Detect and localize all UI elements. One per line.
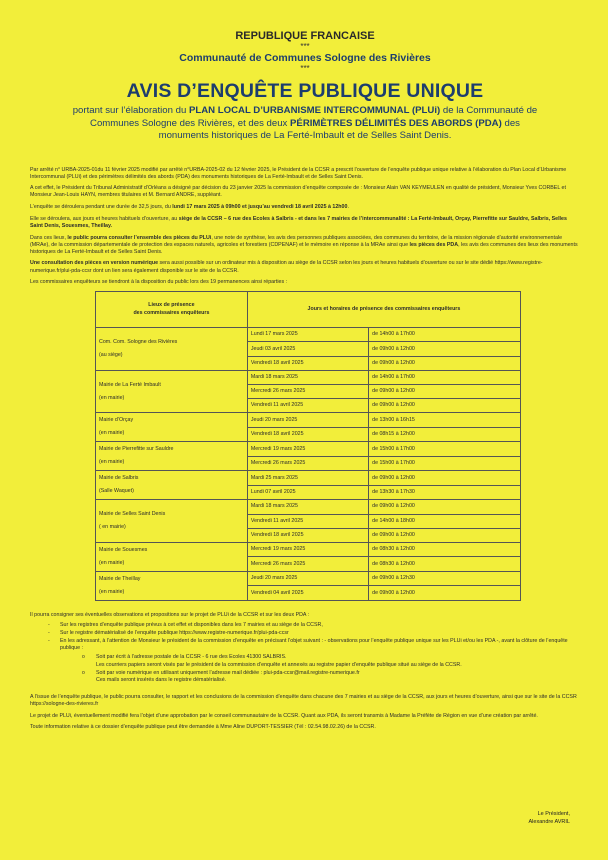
sub-list-item — [96, 654, 580, 668]
enquete-dates: lundi 17 mars 2025 à 09h00 et jusqu’au vendredi 18 avril 2025 à 12h00 — [172, 204, 348, 211]
cell-horaires: de 15h00 à 17h00 — [369, 456, 521, 471]
republique-heading: REPUBLIQUE FRANCAISE — [235, 30, 375, 42]
permanences-body — [96, 328, 521, 601]
sub-list-item — [96, 670, 580, 684]
header-lieux-line: Lieux de présence — [148, 302, 195, 309]
cell-date: Mercredi 26 mars 2025 — [247, 557, 368, 572]
table-row — [96, 500, 521, 514]
cell-date: Lundi 07 avril 2025 — [247, 485, 368, 500]
list-item: - Sur le registre dématérialisé de l’enquête publique https://www.registre-numerique.fr/plui-pda-ccsr — [60, 630, 580, 637]
cell-date: Jeudi 20 mars 2025 — [247, 571, 368, 586]
cell-date: Mardi 25 mars 2025 — [247, 471, 368, 486]
table-row — [96, 571, 521, 586]
text: sera aussi possible sur un ordinateur mis à disposition au siège de la CCSR selon les jours et heures habituels d’ouverture ou sur le site dédié https://www.registre-numerique.fr/plui-pda-ccsr dont un lien sera également disponible sur le site de la CCSR. — [30, 260, 543, 274]
signature-role: Le Président, — [537, 811, 570, 817]
cell-date: Vendredi 18 avril 2025 — [247, 356, 368, 370]
cell-horaires: de 13h30 à 17h30 — [369, 485, 521, 500]
cell-lieu — [96, 471, 248, 500]
observations-list — [30, 622, 580, 684]
notice-title: AVIS D’ENQUÊTE PUBLIQUE UNIQUE — [126, 80, 484, 102]
lieu-line: (en mairie) — [99, 459, 125, 466]
text: o Soit par écrit à l’adresse postale de la CCSR - 6 rue des Ecoles 41300 SALBRIS. — [96, 654, 287, 661]
table-row — [96, 370, 521, 384]
subtitle-plui: PLAN LOCAL D’URBANISME INTERCOMMUNAL (PLUi) — [188, 105, 441, 116]
paragraph-rapport: A l’issue de l’enquête publique, le public pourra consulter, le rapport et les conclusions de la commission d’enquête dans chacune des 7 mairies et au siège de la CCSR, aux jours et heures d’ouverture, ainsi que sur le site de la CCSR https://sologne-des-rivieres.fr — [30, 693, 577, 707]
cell-horaires: de 09h00 à 12h00 — [369, 385, 521, 399]
lieu-line: Mairie de La Ferté Imbault — [99, 381, 161, 388]
communaute-heading: Communauté de Communes Sologne des Rivières — [179, 52, 431, 64]
permanences-table — [95, 291, 521, 601]
text: Les courriers papiers seront visés par le président de la commission d’enquête et annexés au registre papier d’enquête publique situé au siège de la CCSR. — [96, 661, 462, 668]
cell-horaires: de 09h00 à 12h30 — [369, 571, 521, 586]
cell-date: Vendredi 11 avril 2025 — [247, 399, 368, 413]
cell-date: Vendredi 11 avril 2025 — [247, 514, 368, 528]
cell-horaires: de 15h00 à 17h00 — [369, 442, 521, 457]
cell-lieu — [96, 500, 248, 543]
separator-stars: *** — [300, 42, 310, 51]
cell-date: Mercredi 26 mars 2025 — [247, 456, 368, 471]
paragraph-duree — [30, 204, 580, 211]
lieux-list: siège de la CCSR – 6 rue des Ecoles à Salbris - et dans les 7 mairies de l’intercommunalité : La Ferté-Imbault, Orçay, Pierrefitte sur Sauldre, Salbris, Selles Saint Denis, Souesmes, Theillay. — [30, 215, 567, 229]
cell-horaires: de 14h00 à 17h00 — [369, 328, 521, 342]
lieu-line: Mairie de Souesmes — [99, 546, 148, 553]
cell-horaires: de 09h00 à 12h00 — [369, 356, 521, 370]
notice-header — [30, 30, 580, 143]
paragraph-approbation: Le projet de PLUi, éventuellement modifié fera l’objet d’une approbation par le conseil communautaire de la CCSR. Quant aux PDA, ils seront transmis à Madame la Préfète de Région en vue d’une création par arrêté. — [30, 712, 538, 719]
text: o Soit par voie numérique en utilisant uniquement l’adresse mail dédiée : plui-pda-ccsr@mail.registre-numerique.fr — [96, 669, 360, 676]
consultation-numerique: Une consultation des pièces en version numérique — [30, 260, 159, 267]
cell-lieu — [96, 370, 248, 413]
lieu-line: Com. Com. Sologne des Rivières — [99, 339, 178, 346]
cell-horaires: de 09h00 à 12h00 — [369, 528, 521, 542]
text: En les adressant, à l’attention de Monsieur le président de la commission d’enquête en précisant l’objet suivant : - observations pour l’enquête publique unique sur les PLUi et/ou les PDA -, avant la clôture de l’enquête publique : — [60, 638, 568, 652]
text: , une note de synthèse, les avis des personnes publiques associées, des communes du territoire, de la mission régionale d’autorité environnementale (MRAe), de la commission départementale de protection des espaces naturels, agricoles et forestiers (CDPENAF) et le mémoire en réponse à la MRAe ainsi que — [30, 234, 563, 248]
cell-horaires: de 08h30 à 12h00 — [369, 557, 521, 572]
table-header-row — [96, 292, 521, 328]
cell-horaires: de 09h00 à 12h00 — [369, 342, 521, 356]
text: Dans ces lieux, — [30, 234, 68, 241]
notice-body — [30, 167, 580, 732]
lieu-line: ( en mairie) — [99, 524, 126, 531]
lieu-line: (Salle Waquet) — [99, 488, 134, 495]
cell-horaires: de 09h00 à 12h00 — [369, 471, 521, 486]
paragraph-arrete: Par arrêté n° URBA-2025-01du 11 février 2025 modifié par arrêté n°URBA-2025-02 du 12 février 2025, le Président de la CCSR a prescrit l’ouverture de l’enquête publique unique relative à l’élaboration du Plan Local d’Urbanisme Intercommunal (PLUi) et des périmètres délimités des abords (PDA) des monuments historiques de La Ferté-Imbault et de Selles Saint Denis. — [30, 166, 567, 180]
list-item — [60, 638, 580, 684]
text: L’enquête se déroulera pendant une durée de 32,5 jours, du — [30, 204, 173, 211]
lieu-line: Mairie de Theillay — [99, 575, 141, 582]
paragraph-commission: A cet effet, le Président du Tribunal Administratif d’Orléans a désigné par décision du 23 janvier 2025 la commission d’enquête composée de : Monsieur Alain VAN KEYMEULEN en qualité de président, Monsieur Yves CORBEL et Monsieur Jean-Louis HAYN, membres titulaires et M. Bernard ANDRE, suppléant. — [30, 185, 566, 199]
subtitle-text: des monuments historiques de La Ferté-Imbault et de Selles Saint Denis. — [158, 117, 520, 141]
pieces-pda: les pièces des PDA — [409, 241, 459, 248]
paragraph-observations: Il pourra consigner ses éventuelles observations et propositions sur le projet de PLUi de la CCSR et sur les deux PDA : — [30, 611, 310, 618]
cell-horaires: de 14h00 à 18h00 — [369, 514, 521, 528]
paragraph-numerique — [30, 260, 580, 274]
pieces-plui: le public pourra consulter l’ensemble des pièces du PLUi — [67, 234, 212, 241]
signature-block — [529, 810, 570, 826]
table-row — [96, 442, 521, 457]
cell-lieu — [96, 413, 248, 442]
cell-horaires: de 09h00 à 12h00 — [369, 500, 521, 514]
signature-name: Alexandre AVRIL — [528, 819, 570, 825]
lieu-line: (en mairie) — [99, 394, 125, 401]
cell-horaires: de 14h00 à 17h00 — [369, 370, 521, 384]
lieu-line: Mairie d’Orçay — [99, 417, 134, 424]
paragraph-lieux — [30, 216, 580, 230]
cell-horaires: de 08h30 à 12h00 — [369, 542, 521, 557]
table-row — [96, 328, 521, 342]
header-lieux — [96, 292, 248, 328]
subtitle-pda: PÉRIMÈTRES DÉLIMITÉS DES ABORDS (PDA) — [290, 117, 502, 129]
text: Ces mails seront insérés dans le registre dématérialisé. — [96, 676, 227, 683]
cell-date: Mercredi 19 mars 2025 — [247, 442, 368, 457]
subtitle-text: portant sur l’élaboration du — [72, 105, 189, 116]
cell-lieu — [96, 328, 248, 371]
cell-date: Mercredi 19 mars 2025 — [247, 542, 368, 557]
lieu-line: Mairie de Pierrefitte sur Sauldre — [99, 446, 174, 453]
paragraph-permanences: Les commissaires enquêteurs se tiendront à la disposition du public lors des 19 permanences ainsi réparties : — [30, 279, 288, 286]
cell-date: Vendredi 18 avril 2025 — [247, 528, 368, 542]
cell-date: Vendredi 18 avril 2025 — [247, 427, 368, 442]
lieu-line: (en mairie) — [99, 430, 125, 437]
lieu-line: (en mairie) — [99, 559, 125, 566]
list-item: - Sur les registres d’enquête publique prévus à cet effet et disponibles dans les 7 mairies et au siège de la CCSR, — [60, 622, 580, 629]
cell-horaires: de 13h00 à 16h15 — [369, 413, 521, 428]
table-row — [96, 542, 521, 557]
cell-horaires: de 09h00 à 12h00 — [369, 586, 521, 601]
lieu-line: Mairie de Selles Saint Denis — [99, 511, 166, 518]
paragraph-information: Toute information relative à ce dossier d’enquête publique peut être demandée à Mme Aline DUPORT-TESSIER (Tél : 02.54.98.02.26) de la CCSR. — [30, 724, 376, 731]
separator-stars: *** — [300, 64, 310, 73]
cell-date: Lundi 17 mars 2025 — [247, 328, 368, 342]
cell-lieu — [96, 571, 248, 600]
lieu-line: Mairie de Salbris — [99, 475, 139, 482]
cell-date: Jeudi 03 avril 2025 — [247, 342, 368, 356]
cell-date: Vendredi 04 avril 2025 — [247, 586, 368, 601]
cell-date: Mercredi 26 mars 2025 — [247, 385, 368, 399]
cell-horaires: de 08h15 à 12h00 — [369, 427, 521, 442]
subtitle-text: de la Communauté de Communes Sologne des Rivières, et des deux — [90, 105, 538, 129]
text: Elle se déroulera, aux jours et heures habituels d’ouverture, au — [30, 215, 179, 222]
text: . — [347, 204, 349, 211]
cell-date: Jeudi 20 mars 2025 — [247, 413, 368, 428]
cell-horaires: de 09h00 à 12h00 — [369, 399, 521, 413]
table-row — [96, 413, 521, 428]
cell-lieu — [96, 542, 248, 571]
cell-lieu — [96, 442, 248, 471]
cell-date: Mardi 18 mars 2025 — [247, 500, 368, 514]
sub-list — [60, 654, 580, 683]
notice-subtitle — [30, 105, 580, 143]
lieu-line: (en mairie) — [99, 588, 125, 595]
paragraph-consultation — [30, 235, 580, 256]
lieu-line: (au siège) — [99, 352, 123, 359]
header-lieux-line: des commissaires enquêteurs — [133, 309, 210, 316]
table-row — [96, 471, 521, 486]
header-jours: Jours et horaires de présence des commissaires enquêteurs — [247, 292, 520, 328]
cell-date: Mardi 18 mars 2025 — [247, 370, 368, 384]
text: , les avis des communes des lieux des monuments historiques de La Ferté-Imbault et de Selles Saint Denis. — [30, 241, 578, 255]
